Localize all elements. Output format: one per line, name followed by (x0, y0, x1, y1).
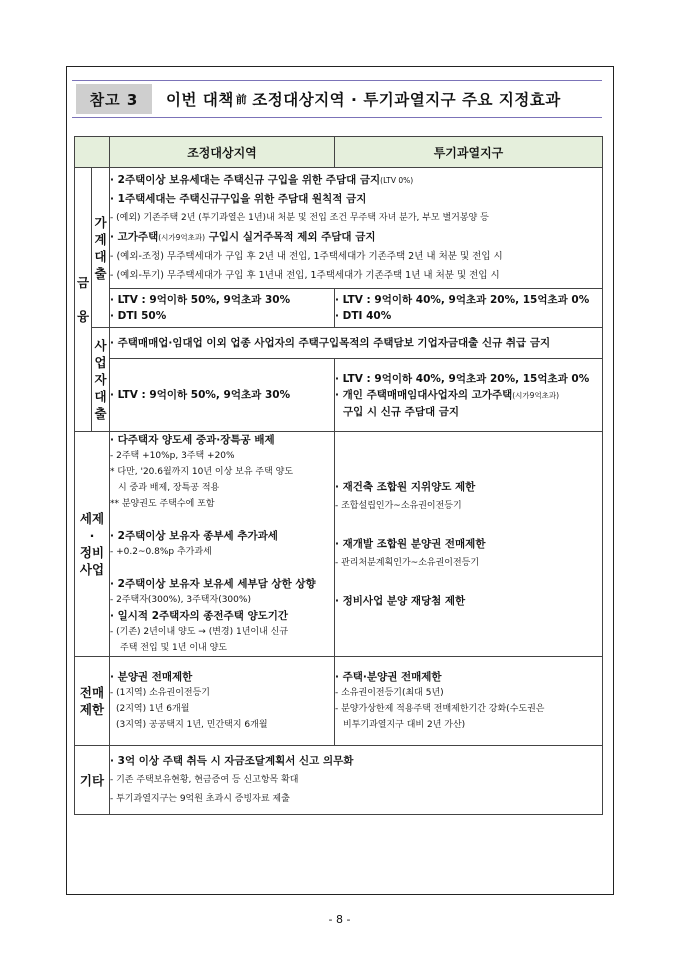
household-item: - (예외-투기) 무주택세대가 구입 후 1년내 전입, 1주택세대가 기존주택 1년 내 처분 및 전입 시 (110, 270, 500, 281)
tax-speculation-cell: · 재건축 조합원 지위양도 제한 - 조합설립인가~소유권이전등기 · 재개발 조합원 분양권 전매제한 - 관리처분계획인가~소유권이전등기 · 정비사업 분양 재당첨 제한 (335, 432, 603, 657)
finance-label: 금 융 (75, 168, 92, 432)
business-ltv-adjustment: · LTV : 9억이하 50%, 9억초과 30% (110, 359, 335, 432)
household-item: - (예외) 기존주택 2년 (투기과열은 1년)내 처분 및 전입 조건 무주택 자녀 분가, 부모 별거봉양 등 (110, 213, 489, 223)
household-common-cell (110, 168, 603, 289)
tax-redevelopment-label: 세제 · 정비 사업 (75, 432, 110, 657)
effects-table (74, 136, 603, 815)
household-item: · 2주택이상 보유세대는 주택신규 구입을 위한 주담대 금지(LTV 0%) (110, 174, 414, 186)
page-number: - 8 - (328, 913, 351, 926)
household-item: · 고가주택(시가9억초과) 구입시 실거주목적 제외 주담대 금지 (110, 231, 376, 243)
resale-restriction-label: 전매 제한 (75, 657, 110, 746)
title-part-b: 조정대상지역 · 투기과열지구 주요 지정효과 (252, 91, 561, 109)
title-part-a: 이번 대책 (166, 91, 234, 109)
etc-cell: · 3억 이상 주택 취득 시 자금조달계획서 신고 의무화 - 기존 주택보유현황, 현금증여 등 신고항목 확대 - 투기과열지구는 9억원 초과시 증빙자료 제출 (110, 746, 603, 815)
col-header-adjustment: 조정대상지역 (110, 137, 335, 168)
resale-speculation-cell: · 주택·분양권 전매제한 - 소유권이전등기(최대 5년) - 분양가상한제 적용주택 전매제한기간 강화(수도권은 비투기과열지구 대비 2년 가산) (335, 657, 603, 746)
reference-tag: 참고 3 (76, 84, 152, 114)
household-ltv-adjustment: · LTV : 9억이하 50%, 9억초과 30% · DTI 50% (110, 289, 335, 328)
tax-adjustment-cell: · 다주택자 양도세 중과·장특공 배제 - 2주택 +10%p, 3주택 +20% * 다만, '20.6월까지 10년 이상 보유 주택 양도 시 중과 배제, 장특공 적용 ** 분양권도 주택수에 포함 · 2주택이상 보유자 종부세 추가과세 - +0.2~0.8%p 추가과세 · 2주택이상 보유자 보유세 세부담 상한 상향 - 2주택자(300%), 3주택자(300%) · 일시적 2주택자의 종전주택 양도기간 - (기존) 2년이내 양도 → (변경) 1년이내 신규 주택 전입 및 1년 이내 양도 (110, 432, 335, 657)
household-item: · 1주택세대는 주택신규구입을 위한 주담대 원칙적 금지 (110, 193, 367, 205)
page-title (166, 81, 561, 117)
business-ltv-speculation: · LTV : 9억이하 40%, 9억초과 20%, 15억초과 0% · 개인 주택매매임대사업자의 고가주택(시가9억초과) 구입 시 신규 주담대 금지 (335, 359, 603, 432)
business-common-cell: · 주택매매업·임대업 이외 업종 사업자의 주택구입목적의 주택담보 기업자금대출 신규 취급 금지 (110, 328, 603, 359)
etc-label: 기타 (75, 746, 110, 815)
household-loan-label: 가 계 대 출 (92, 168, 110, 328)
business-loan-label: 사 업 자 대 출 (92, 328, 110, 432)
header-blank (75, 137, 110, 168)
household-ltv-speculation: · LTV : 9억이하 40%, 9억초과 20%, 15억초과 0% · DTI 40% (335, 289, 603, 328)
col-header-speculation: 투기과열지구 (335, 137, 603, 168)
title-pre: 前 (235, 93, 248, 106)
household-item: - (예외-조정) 무주택세대가 구입 후 2년 내 전입, 1주택세대가 기존주택 2년 내 처분 및 전입 시 (110, 251, 503, 262)
title-box (72, 80, 602, 118)
resale-adjustment-cell: · 분양권 전매제한 - (1지역) 소유권이전등기 (2지역) 1년 6개월 (3지역) 공공택지 1년, 민간택지 6개월 (110, 657, 335, 746)
